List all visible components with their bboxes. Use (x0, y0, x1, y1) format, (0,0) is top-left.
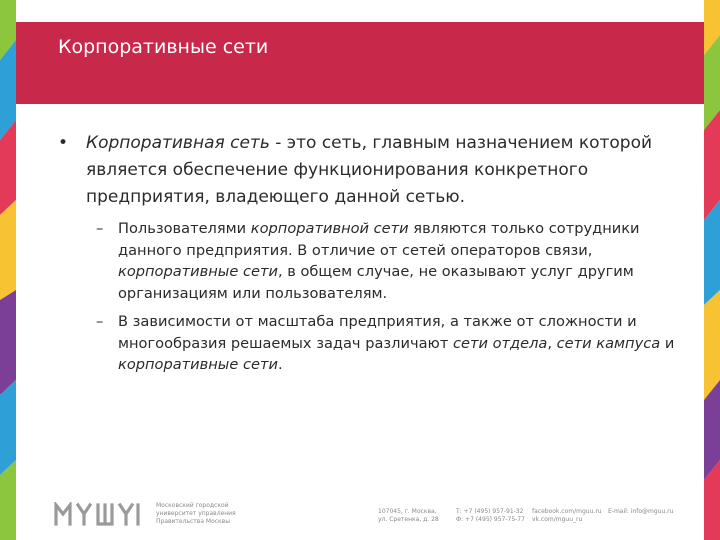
fax-line: Ф: +7 (495) 957-75-77 (456, 516, 525, 523)
dash-bullet-icon: – (96, 220, 104, 237)
university-name (156, 502, 236, 526)
slide-title: Корпоративные сети (58, 36, 269, 58)
term-corporate-network: Корпоративная сеть (86, 133, 270, 153)
left-edge-decoration (0, 0, 16, 540)
address (378, 508, 439, 524)
mguu-logo-icon (54, 502, 146, 530)
sub2-term-2: сети кампуса (556, 334, 661, 352)
sub2-text-3: и (660, 334, 675, 352)
dash-bullet-icon: – (96, 313, 104, 330)
address-line-2: ул. Сретенка, д. 28 (378, 516, 439, 523)
sub1-text-3: , в общем случае, не оказывают услуг другим организациям или пользователям. (118, 263, 634, 302)
sub1-text-2: являются только сотрудники данного предприятия. В отличие от сетей операторов связи, (118, 220, 640, 259)
main-bullet (56, 130, 696, 211)
vk-link: vk.com/mguu_ru (532, 516, 583, 523)
university-line-3: Правительства Москвы (156, 518, 230, 525)
sub2-text-2: , (547, 334, 557, 352)
sub1-text-1: Пользователями (118, 220, 251, 237)
address-line-1: 107045, г. Москва, (378, 508, 437, 515)
phones (456, 508, 525, 524)
footer (16, 488, 704, 540)
right-edge-decoration (704, 0, 720, 540)
email: E-mail: info@mguu.ru (608, 508, 674, 515)
university-line-2: университет управления (156, 510, 236, 517)
title-bar (16, 22, 704, 104)
sub2-text-4: . (277, 356, 283, 373)
bullet-dot-icon: • (58, 133, 69, 153)
slide (16, 0, 704, 540)
facebook-link: facebook.com/mguu.ru (532, 508, 602, 515)
sub1-term-1: корпоративной сети (250, 220, 409, 237)
sub2-text-1: В зависимости от масштаба предприятия, а также от сложности и многообразия решаемых задач различают (118, 313, 637, 352)
sub2-term-3: корпоративные сети (118, 356, 278, 373)
sub2-term-1: сети отдела (452, 334, 548, 352)
main-bullet-text: - это сеть, главным назначением которой является обеспечение функционирования конкретного предприятия, владеющего данной сетью. (86, 133, 653, 207)
sub1-term-2: корпоративные сети (118, 263, 278, 280)
sub-bullet-users (56, 218, 696, 304)
slide-content (56, 130, 696, 376)
social-links (532, 508, 602, 524)
university-line-1: Московский городской (156, 502, 229, 509)
sub-bullet-scale (56, 311, 696, 376)
phone-line-1: Т: +7 (495) 957-91-32 (456, 508, 524, 515)
